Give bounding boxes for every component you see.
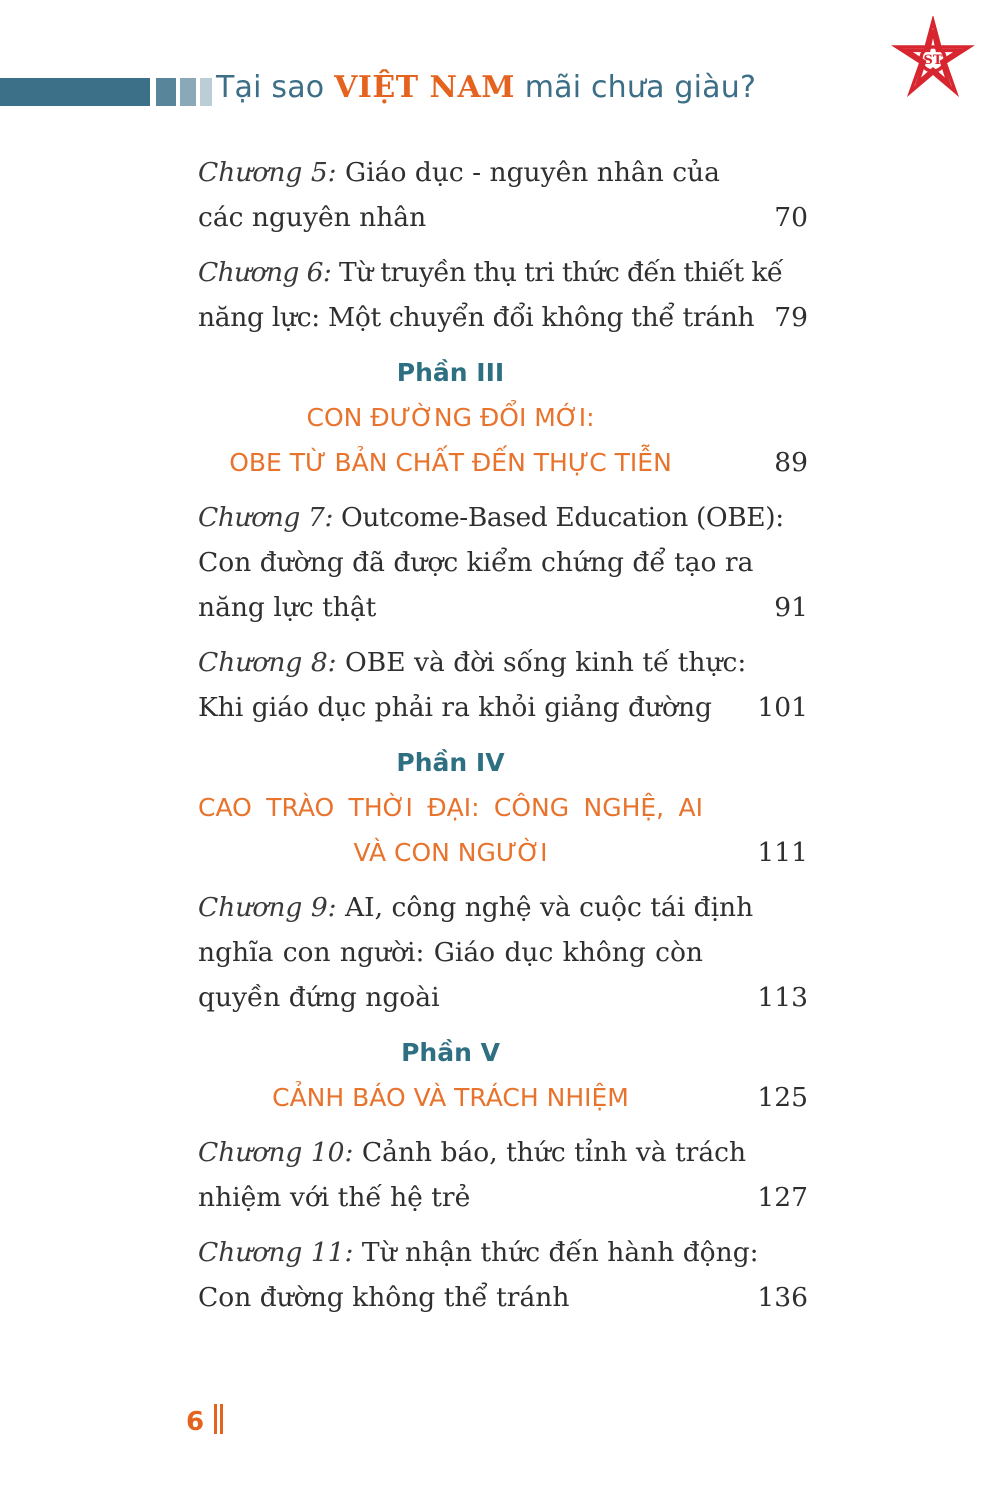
svg-text:ST: ST bbox=[923, 53, 943, 69]
running-header-title bbox=[216, 70, 756, 105]
page-number: 79 bbox=[774, 302, 808, 333]
toc-entry-chapter-11[interactable] bbox=[198, 1230, 808, 1320]
header-bar-segment bbox=[180, 78, 196, 106]
entry-text: Từ nhận thức đến hành động: bbox=[353, 1237, 759, 1268]
toc-part-4[interactable] bbox=[198, 740, 808, 875]
page-number: 127 bbox=[757, 1182, 808, 1213]
toc-part-3[interactable] bbox=[198, 350, 808, 485]
toc-entry-chapter-8[interactable] bbox=[198, 640, 808, 730]
part-label: Phần V bbox=[401, 1038, 500, 1067]
entry-line bbox=[198, 495, 784, 540]
entry-line bbox=[198, 250, 783, 295]
part-title: CẢNH BÁO VÀ TRÁCH NHIỆM bbox=[272, 1083, 629, 1112]
entry-line: Con đường không thể tránh bbox=[198, 1282, 570, 1313]
entry-line: quyền đứng ngoài bbox=[198, 982, 440, 1013]
chapter-prefix: Chương 11: bbox=[198, 1237, 354, 1268]
chapter-prefix: Chương 6: bbox=[198, 257, 332, 288]
entry-line: năng lực thật bbox=[198, 592, 377, 623]
page-number: 111 bbox=[757, 837, 808, 868]
entry-text: OBE và đời sống kinh tế thực: bbox=[336, 647, 747, 678]
entry-line: các nguyên nhân bbox=[198, 202, 427, 233]
page-number: 101 bbox=[757, 692, 808, 723]
toc-entry-chapter-6[interactable] bbox=[198, 250, 808, 340]
chapter-prefix: Chương 9: bbox=[198, 892, 337, 923]
entry-text: Outcome-Based Education (OBE): bbox=[333, 502, 784, 533]
part-label: Phần III bbox=[396, 358, 505, 387]
entry-line: Con đường đã được kiểm chứng để tạo ra bbox=[198, 547, 754, 578]
entry-line: nhiệm với thế hệ trẻ bbox=[198, 1182, 471, 1213]
part-title: CON ĐƯỜNG ĐỔI MỚI: bbox=[306, 403, 595, 432]
folio-number: 6 bbox=[186, 1407, 205, 1437]
part-title: VÀ CON NGƯỜI bbox=[353, 838, 548, 867]
toc-entry-chapter-10[interactable] bbox=[198, 1130, 808, 1220]
part-label: Phần IV bbox=[396, 748, 505, 777]
toc-part-5[interactable] bbox=[198, 1030, 808, 1120]
folio-separator bbox=[214, 1404, 217, 1434]
page-number: 136 bbox=[757, 1282, 808, 1313]
entry-line bbox=[198, 1130, 747, 1175]
chapter-prefix: Chương 7: bbox=[198, 502, 334, 533]
part-title: OBE TỪ BẢN CHẤT ĐẾN THỰC TIỄN bbox=[229, 448, 672, 477]
chapter-prefix: Chương 5: bbox=[198, 157, 337, 188]
entry-line: nghĩa con người: Giáo dục không còn bbox=[198, 937, 703, 968]
entry-text: Từ truyền thụ tri thức đến thiết kế bbox=[331, 257, 783, 288]
page-number: 70 bbox=[774, 202, 808, 233]
table-of-contents bbox=[198, 150, 808, 1330]
page-number: 113 bbox=[757, 982, 808, 1013]
title-highlight: VIỆT NAM bbox=[334, 70, 515, 105]
toc-entry-chapter-9[interactable] bbox=[198, 885, 808, 1020]
entry-text: Cảnh báo, thức tỉnh và trách bbox=[353, 1137, 747, 1168]
toc-entry-chapter-5[interactable] bbox=[198, 150, 808, 240]
entry-text: AI, công nghệ và cuộc tái định bbox=[336, 892, 754, 923]
header-bar-segment bbox=[0, 78, 150, 106]
star-emblem-icon bbox=[890, 16, 976, 102]
entry-line bbox=[198, 640, 747, 685]
header-bar-segment bbox=[200, 78, 212, 106]
entry-line: năng lực: Một chuyển đổi không thể tránh bbox=[198, 302, 755, 333]
page-number: 125 bbox=[757, 1082, 808, 1113]
toc-entry-chapter-7[interactable] bbox=[198, 495, 808, 630]
title-post: mãi chưa giàu? bbox=[514, 70, 757, 105]
chapter-prefix: Chương 8: bbox=[198, 647, 337, 678]
entry-line bbox=[198, 1230, 759, 1275]
title-pre: Tại sao bbox=[216, 70, 335, 105]
entry-text: Giáo dục - nguyên nhân của bbox=[336, 157, 720, 188]
header-bar-segment bbox=[156, 78, 176, 106]
entry-line: Khi giáo dục phải ra khỏi giảng đường bbox=[198, 692, 712, 723]
page-number: 91 bbox=[774, 592, 808, 623]
page-number: 89 bbox=[774, 447, 808, 478]
part-title: CAO TRÀO THỜI ĐẠI: CÔNG NGHỆ, AI bbox=[198, 793, 703, 822]
entry-line bbox=[198, 150, 720, 195]
page-footer bbox=[186, 1404, 217, 1437]
entry-line bbox=[198, 885, 754, 930]
chapter-prefix: Chương 10: bbox=[198, 1137, 354, 1168]
